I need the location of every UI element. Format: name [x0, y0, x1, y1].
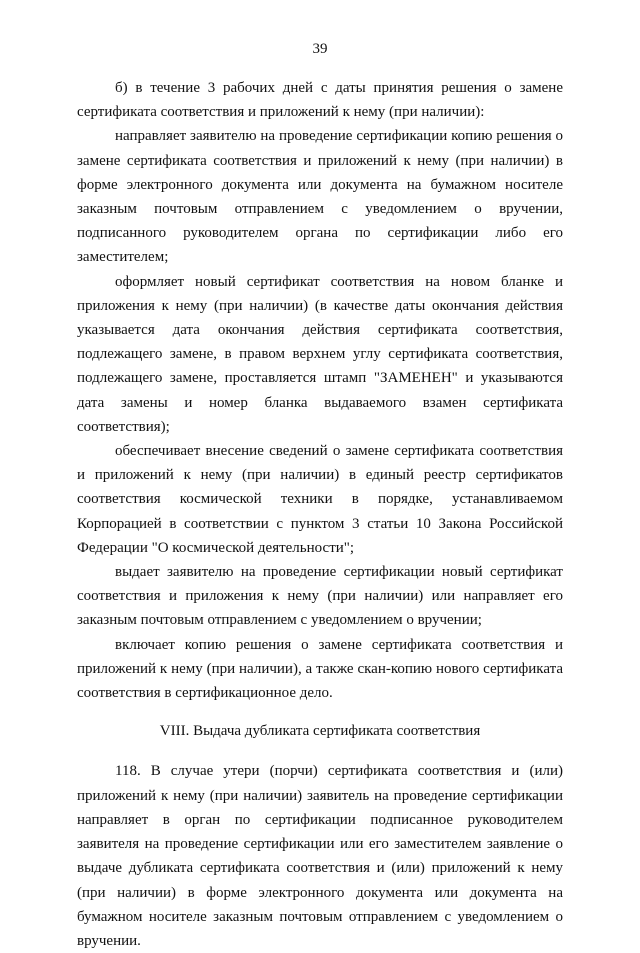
- paragraph-include-copy: включает копию решения о замене сертификата соответствия и приложений к нему (при наличии), а также скан-копию нового сертификата соответствия в сертификационное дело.: [77, 636, 563, 702]
- paragraph-deliver-certificate: выдает заявителю на проведение сертификации новый сертификат соответствия и приложения к нему (при наличии) или направляет его заказным почтовым отправлением с уведомлением о вручении;: [77, 564, 563, 629]
- paragraph-118: 118. В случае утери (порчи) сертификата соответствия и (или) приложений к нему (при наличии) заявитель на проведение сертификации направляет в орган по сертификации подписанное руководителем заявителя на проведение сертификации или его заместителем заявление о выдаче дубликата сертификата соответствия и (или) приложений к нему (при наличии) в форме электронного документа или документа на бумажном носителе заказным почтовым отправлением с уведомлением о вручении.: [77, 763, 563, 949]
- paragraph-item-b: б) в течение 3 рабочих дней с даты принятия решения о замене сертификата соответствия и приложений к нему (при наличии):: [77, 80, 563, 121]
- document-body: [77, 76, 563, 953]
- paragraph-send-copy: направляет заявителю на проведение сертификации копию решения о замене сертификата соответствия и приложений к нему (при наличии) в форме электронного документа или документа на бумажном носителе заказным почтовым отправлением с уведомлением о вручении, подписанного руководителем органа по сертификации либо его заместителем;: [77, 128, 563, 266]
- paragraph-register-entry: обеспечивает внесение сведений о замене сертификата соответствия и приложений к нему (при наличии) в единый реестр сертификатов соответствия космической техники в порядке, устанавливаемом Корпорацией в соответствии с пунктом 3 статьи 10 Закона Российской Федерации "О космической деятельности";: [77, 443, 563, 556]
- paragraph-issue-new-certificate: оформляет новый сертификат соответствия на новом бланке и приложения к нему (при наличии) (в качестве даты окончания действия указывается дата окончания действия сертификата соответствия, подлежащего замене, в правом верхнем углу сертификата соответствия, подлежащего замене, проставляется штамп "ЗАМЕНЕН" и указываются дата замены и номер бланка выдаваемого взамен сертификата соответствия);: [77, 273, 563, 435]
- page-number: 39: [312, 41, 328, 57]
- section-heading: VIII. Выдача дубликата сертификата соответствия: [159, 723, 481, 740]
